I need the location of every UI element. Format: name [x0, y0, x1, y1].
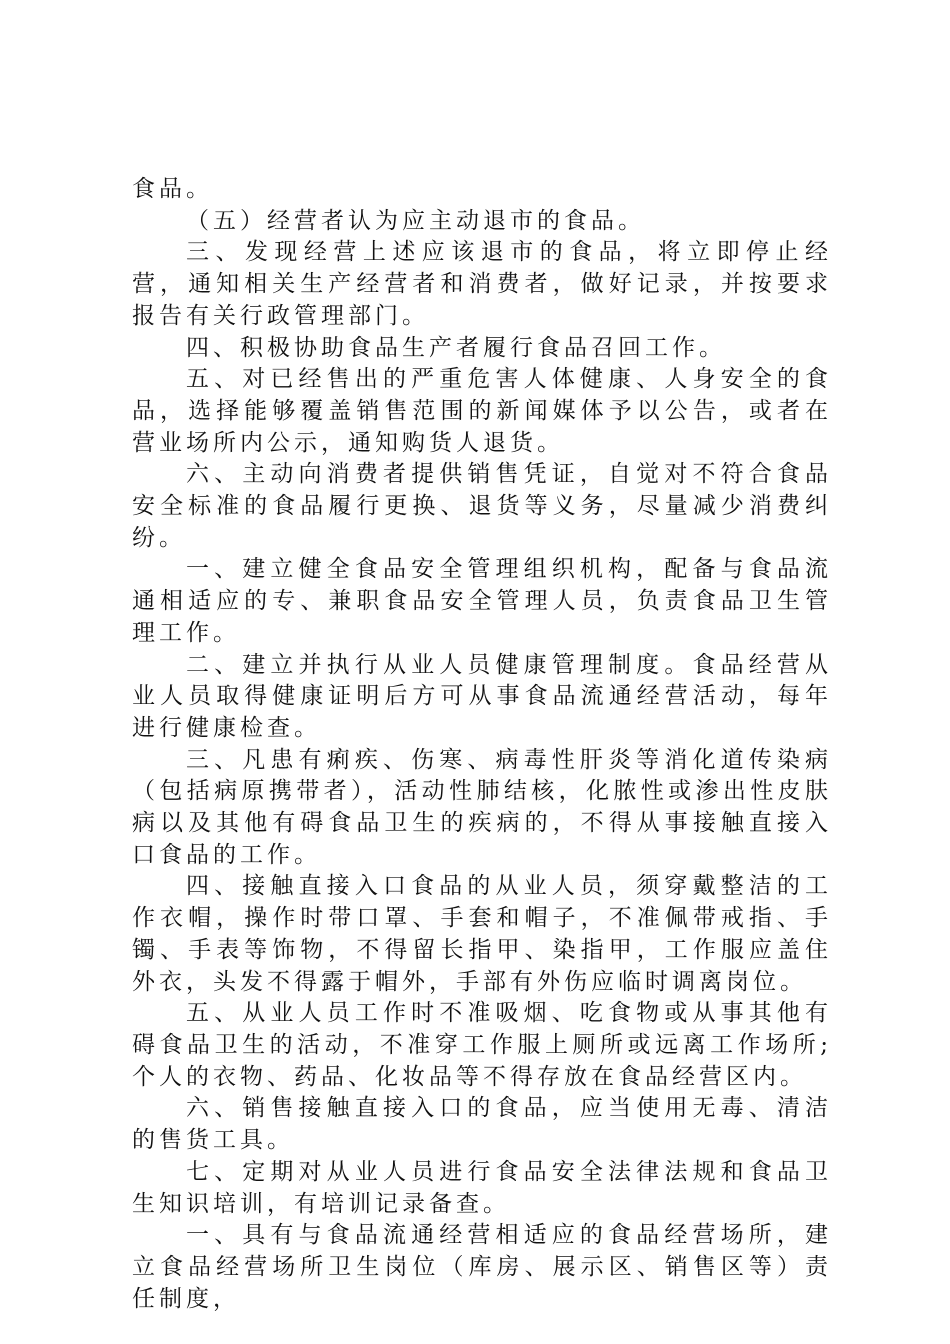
paragraph-8: 二、建立并执行从业人员健康管理制度。食品经营从业人员取得健康证明后方可从事食品流通经营活动，每年进行健康检查。 — [132, 651, 832, 741]
paragraph-13: 七、定期对从业人员进行食品安全法律法规和食品卫生知识培训，有培训记录备查。 — [132, 1158, 832, 1217]
paragraph-12: 六、销售接触直接入口的食品，应当使用无毒、清洁的售货工具。 — [132, 1095, 832, 1154]
paragraph-11: 五、从业人员工作时不准吸烟、吃食物或从事其他有碍食品卫生的活动，不准穿工作服上厕所或远离工作场所;个人的衣物、药品、化妆品等不得存放在食品经营区内。 — [132, 1000, 832, 1090]
paragraph-3: 三、发现经营上述应该退市的食品，将立即停止经营，通知相关生产经营者和消费者，做好记录，并按要求报告有关行政管理部门。 — [132, 239, 832, 329]
paragraph-7: 一、建立健全食品安全管理组织机构，配备与食品流通相适应的专、兼职食品安全管理人员，负责食品卫生管理工作。 — [132, 556, 832, 646]
paragraph-14: 一、具有与食品流通经营相适应的食品经营场所，建立食品经营场所卫生岗位（库房、展示区、销售区等）责任制度， — [132, 1222, 832, 1312]
paragraph-4: 四、积极协助食品生产者履行食品召回工作。 — [186, 334, 726, 361]
paragraph-1: 食品。 — [132, 176, 213, 202]
document-body — [132, 174, 832, 1315]
paragraph-6: 六、主动向消费者提供销售凭证，自觉对不符合食品安全标准的食品履行更换、退货等义务，尽量减少消费纠纷。 — [132, 461, 832, 551]
paragraph-5: 五、对已经售出的严重危害人体健康、人身安全的食品，选择能够覆盖销售范围的新闻媒体予以公告，或者在营业场所内公示，通知购货人退货。 — [132, 366, 832, 456]
paragraph-9: 三、凡患有痢疾、伤寒、病毒性肝炎等消化道传染病（包括病原携带者），活动性肺结核，化脓性或渗出性皮肤病以及其他有碍食品卫生的疾病的，不得从事接触直接入口食品的工作。 — [132, 746, 832, 868]
paragraph-10: 四、接触直接入口食品的从业人员，须穿戴整洁的工作衣帽，操作时带口罩、手套和帽子，不准佩带戒指、手镯、手表等饰物，不得留长指甲、染指甲，工作服应盖住外衣，头发不得露于帽外，手部有外伤应临时调离岗位。 — [132, 873, 832, 995]
paragraph-2: （五）经营者认为应主动退市的食品。 — [186, 207, 645, 234]
